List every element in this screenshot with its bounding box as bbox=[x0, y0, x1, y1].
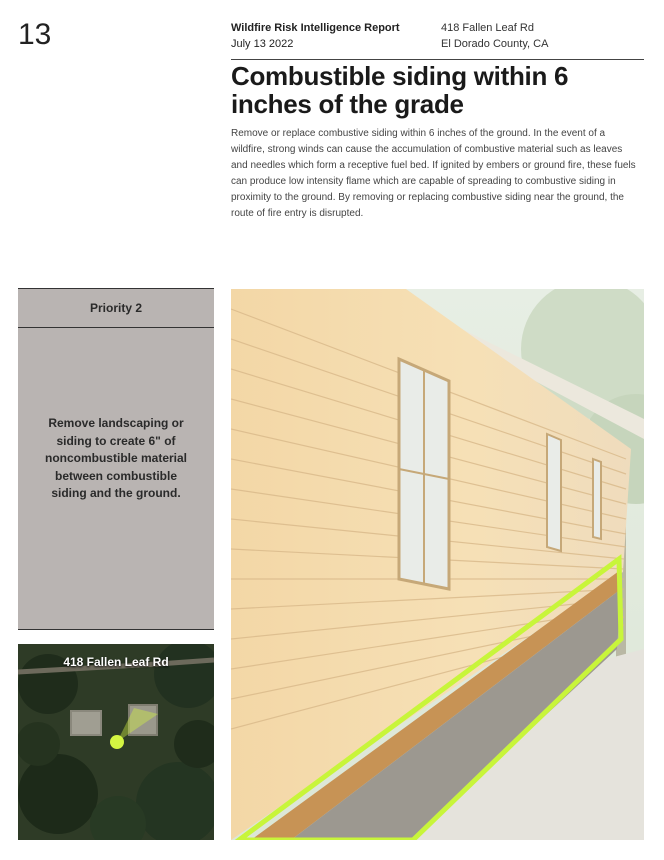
house-siding-image bbox=[231, 289, 644, 840]
location-map bbox=[18, 644, 214, 840]
aerial-map-image bbox=[18, 644, 214, 840]
report-header bbox=[231, 20, 400, 52]
section-description: Remove or replace combustive siding within 6 inches of the ground. In the event of a wildfire, strong winds can cause the accumulation of combustive material such as leaves and needles which form a receptive fuel bed. If ignited by embers or ground fire, these fuels can produce low intensity flame which are capable of spreading to combustive siding in proximity to the ground. By removing or replacing combustive siding near the ground, the route of fire entry is disrupted. bbox=[231, 128, 636, 219]
priority-panel bbox=[18, 288, 214, 630]
priority-label: Priority 2 bbox=[18, 289, 214, 328]
siding-photo bbox=[231, 289, 644, 840]
address-line-2: El Dorado County, CA bbox=[441, 38, 549, 50]
section-title: Combustible siding within 6 inches of the grade bbox=[231, 61, 569, 119]
header-divider bbox=[231, 59, 644, 60]
address-line-1: 418 Fallen Leaf Rd bbox=[441, 22, 534, 34]
report-date: July 13 2022 bbox=[231, 38, 294, 50]
location-marker-icon bbox=[110, 735, 124, 749]
page-number: 13 bbox=[18, 18, 52, 51]
recommendation-text: Remove landscaping or siding to create 6" of noncombustible material between combustible siding and the ground. bbox=[44, 416, 188, 500]
report-title: Wildfire Risk Intelligence Report bbox=[231, 22, 400, 34]
map-address-label: 418 Fallen Leaf Rd bbox=[63, 655, 169, 669]
property-address bbox=[441, 20, 548, 52]
